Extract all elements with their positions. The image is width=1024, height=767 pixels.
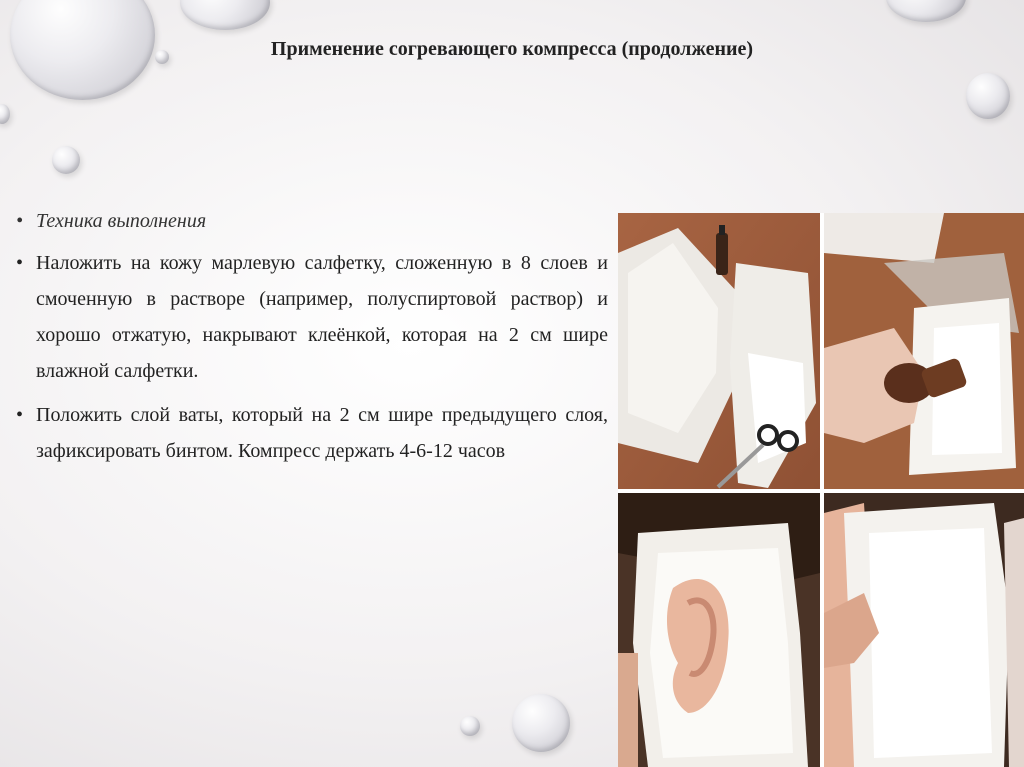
photo-collage <box>618 213 1024 767</box>
water-drop-decoration <box>52 146 80 174</box>
bullet-text: Наложить на кожу марлевую салфетку, сложенную в 8 слоев и смоченную в растворе (например, полуспиртовой раствор) и хорошо отжатую, накрывают клеёнкой, которая на 2 см шире влажной салфетки. <box>36 252 608 382</box>
bullet-item <box>16 203 608 239</box>
photo-materials <box>618 213 820 489</box>
bullet-item <box>16 397 608 469</box>
bullet-list <box>16 203 608 469</box>
slide-title: Применение согревающего компресса (продолжение) <box>270 38 754 60</box>
photo-pouring <box>824 213 1024 489</box>
bullet-marker: • <box>16 252 24 274</box>
water-drop-decoration <box>0 104 10 124</box>
photo-bandage <box>824 493 1024 767</box>
water-drop-decoration <box>886 0 966 22</box>
water-drop-decoration <box>180 0 270 30</box>
water-drop-decoration <box>966 73 1010 119</box>
photo-ear-compress <box>618 493 820 767</box>
bullet-text: Техника выполнения <box>36 210 207 232</box>
bullet-item <box>16 245 608 389</box>
bullet-marker: • <box>16 404 24 426</box>
bullet-text: Положить слой ваты, который на 2 см шире предыдущего слоя, зафиксировать бинтом. Компресс держать 4-6-12 часов <box>36 404 608 462</box>
water-drop-decoration <box>460 716 480 736</box>
bullet-marker: • <box>16 210 24 232</box>
water-drop-decoration <box>512 694 570 752</box>
